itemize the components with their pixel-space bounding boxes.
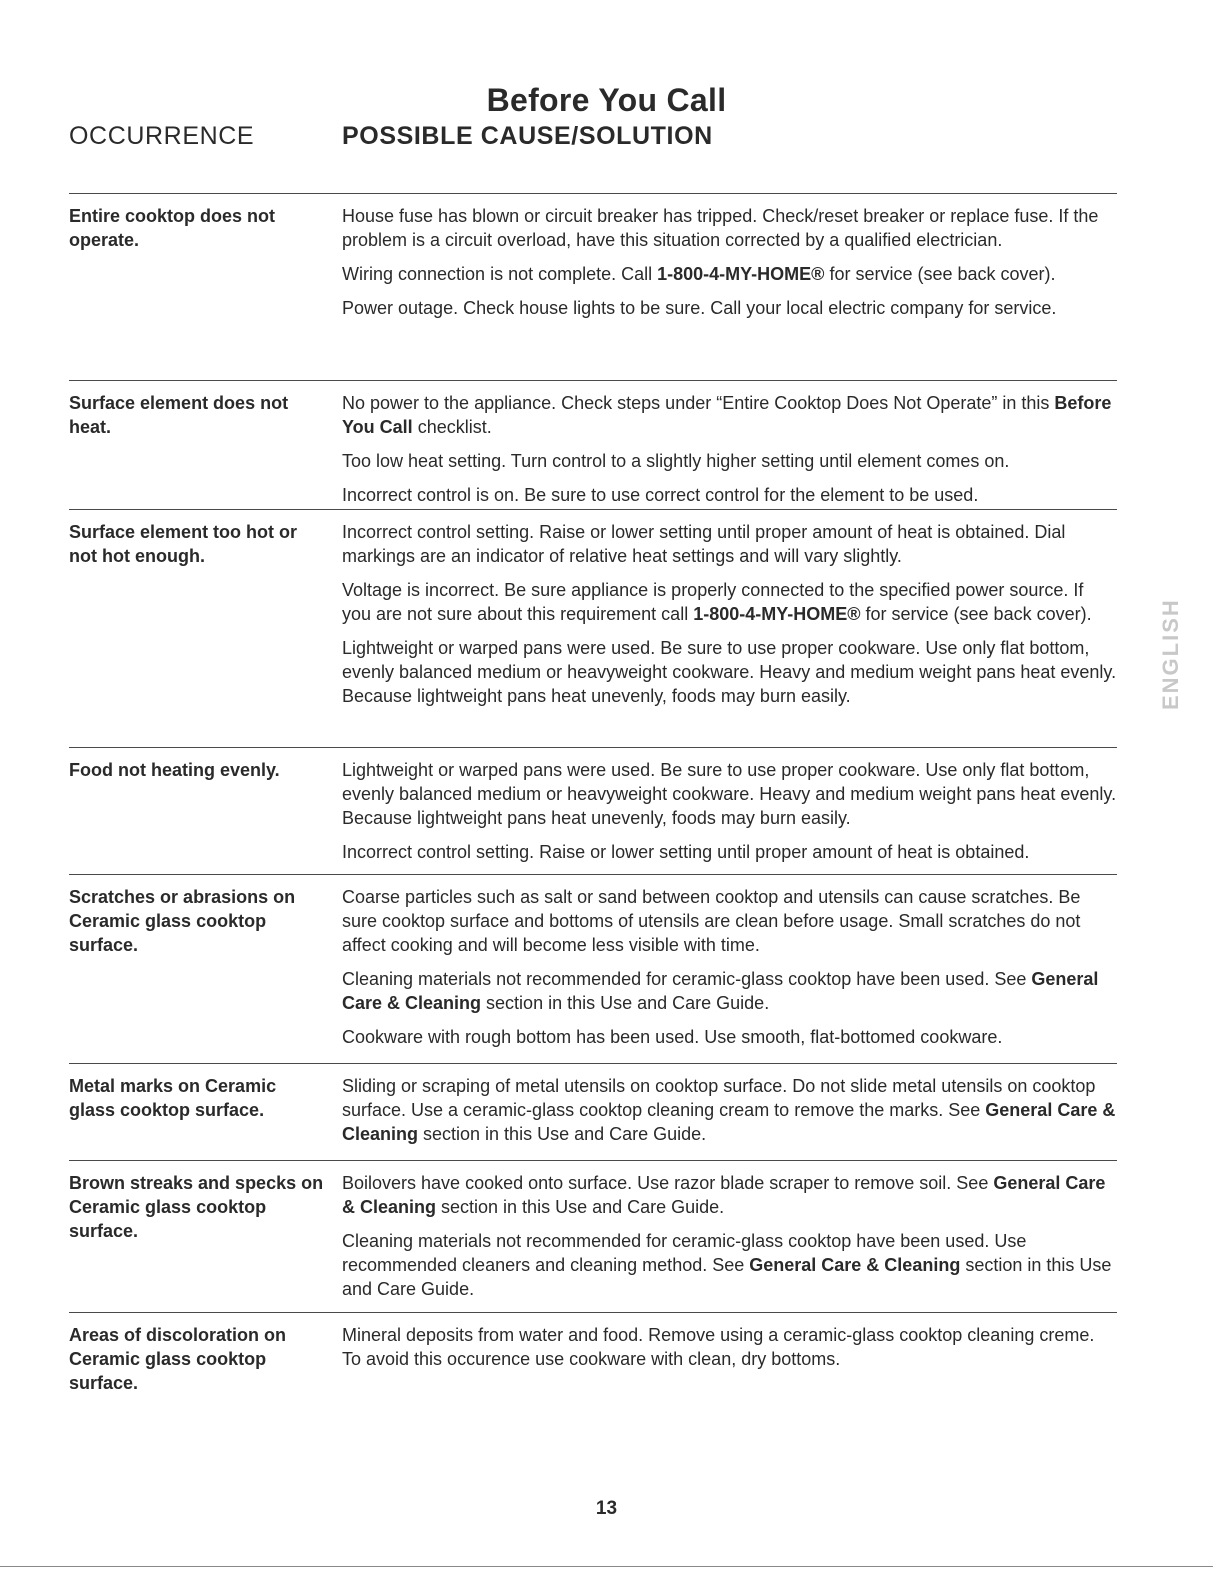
solution-list (342, 520, 1117, 718)
row-divider (69, 193, 1117, 194)
solution-text: Lightweight or warped pans were used. Be sure to use proper cookware. Use only flat bottom, evenly balanced medium or heavyweight cookware. Heavy and medium weight pans heat evenly. Because lightweight pans heat unevenly, foods may burn easily. (342, 760, 1117, 828)
occurrence-text: Surface element too hot or not hot enough. (69, 522, 298, 566)
solution-list (342, 391, 1117, 517)
occurrence-text: Areas of discoloration on Ceramic glass cooktop surface. (69, 1325, 287, 1393)
solution-text: Boilovers have cooked onto surface. Use razor blade scraper to remove soil. See General Care & Cleaning section in this Use and Care Guide. (342, 1173, 1106, 1217)
bold-reference: Before You Call (342, 393, 1112, 437)
page-title: Before You Call (486, 82, 727, 118)
bold-reference: General Care & Cleaning (749, 1255, 961, 1275)
row-divider (69, 874, 1117, 875)
row-divider (69, 380, 1117, 381)
solution-text: Cleaning materials not recommended for ceramic-glass cooktop have been used. Use recommended cleaners and cleaning method. See General Care & Cleaning section in this Use and Care Guide. (342, 1231, 1112, 1299)
solution-list (342, 204, 1117, 330)
occurrence-text: Brown streaks and specks on Ceramic glass cooktop surface. (69, 1173, 324, 1241)
bold-reference: 1-800-4-MY-HOME® (693, 604, 861, 624)
solution-text: Too low heat setting. Turn control to a slightly higher setting until element comes on. (342, 451, 1010, 471)
bottom-divider (0, 1566, 1213, 1567)
language-side-tab: ENGLISH (1158, 598, 1183, 710)
solution-text: Cookware with rough bottom has been used. Use smooth, flat-bottomed cookware. (342, 1027, 1003, 1047)
solution-text: Coarse particles such as salt or sand between cooktop and utensils can cause scratches. Be sure cooktop surface and bottoms of utensils are clean before usage. Small scratches do not affect cooking and will become less visible with time. (342, 887, 1081, 955)
solution-text: Wiring connection is not complete. Call 1-800-4-MY-HOME® for service (see back cover). (342, 264, 1056, 284)
solution-list (342, 1171, 1117, 1311)
solution-text: No power to the appliance. Check steps under “Entire Cooktop Does Not Operate” in this Before You Call checklist. (342, 393, 1112, 437)
occurrence-text: Metal marks on Ceramic glass cooktop surface. (69, 1076, 277, 1120)
bold-reference: 1-800-4-MY-HOME® (657, 264, 825, 284)
solution-text: Lightweight or warped pans were used. Be sure to use proper cookware. Use only flat bottom, evenly balanced medium or heavyweight cookware. Heavy and medium weight pans heat evenly. Because lightweight pans heat unevenly, foods may burn easily. (342, 638, 1117, 706)
row-divider (69, 1063, 1117, 1064)
row-divider (69, 1160, 1117, 1161)
row-divider (69, 747, 1117, 748)
solution-list (342, 1074, 1117, 1156)
row-divider (69, 509, 1117, 510)
occurrence-column-header: OCCURRENCE (69, 122, 255, 150)
solution-text: Cleaning materials not recommended for ceramic-glass cooktop have been used. See General Care & Cleaning section in this Use and Care Guide. (342, 969, 1099, 1013)
occurrence-text: Scratches or abrasions on Ceramic glass cooktop surface. (69, 887, 296, 955)
solution-text: Mineral deposits from water and food. Remove using a ceramic-glass cooktop cleaning creme. To avoid this occurence use cookware with clean, dry bottoms. (342, 1325, 1095, 1369)
solution-text: Incorrect control is on. Be sure to use correct control for the element to be used. (342, 485, 979, 505)
solution-text: Incorrect control setting. Raise or lower setting until proper amount of heat is obtained. Dial markings are an indicator of relative heat settings and will vary slightly. (342, 522, 1066, 566)
solution-text: Sliding or scraping of metal utensils on cooktop surface. Do not slide metal utensils on cooktop surface. Use a ceramic-glass cooktop cleaning cream to remove the marks. See General Care & Cleaning section in this Use and Care Guide. (342, 1076, 1116, 1144)
occurrence-text: Entire cooktop does not operate. (69, 206, 276, 250)
solution-list (342, 758, 1117, 874)
solution-text: House fuse has blown or circuit breaker has tripped. Check/reset breaker or replace fuse. If the problem is a circuit overload, have this situation corrected by a qualified electrician. (342, 206, 1099, 250)
solution-column-header: POSSIBLE CAUSE/SOLUTION (342, 122, 713, 150)
page-number: 13 (595, 1498, 618, 1519)
solution-text: Voltage is incorrect. Be sure appliance is properly connected to the specified power source. If you are not sure about this requirement call 1-800-4-MY-HOME® for service (see back cover). (342, 580, 1092, 624)
bold-reference: General Care & Cleaning (342, 1100, 1116, 1144)
bold-reference: General Care & Cleaning (342, 969, 1099, 1013)
bold-reference: General Care & Cleaning (342, 1173, 1106, 1217)
solution-text: Power outage. Check house lights to be sure. Call your local electric company for service. (342, 298, 1057, 318)
solution-list (342, 1323, 1117, 1381)
solution-text: Incorrect control setting. Raise or lower setting until proper amount of heat is obtained. (342, 842, 1030, 862)
row-divider (69, 1312, 1117, 1313)
solution-list (342, 885, 1117, 1059)
occurrence-text: Surface element does not heat. (69, 393, 289, 437)
occurrence-text: Food not heating evenly. (69, 760, 280, 780)
